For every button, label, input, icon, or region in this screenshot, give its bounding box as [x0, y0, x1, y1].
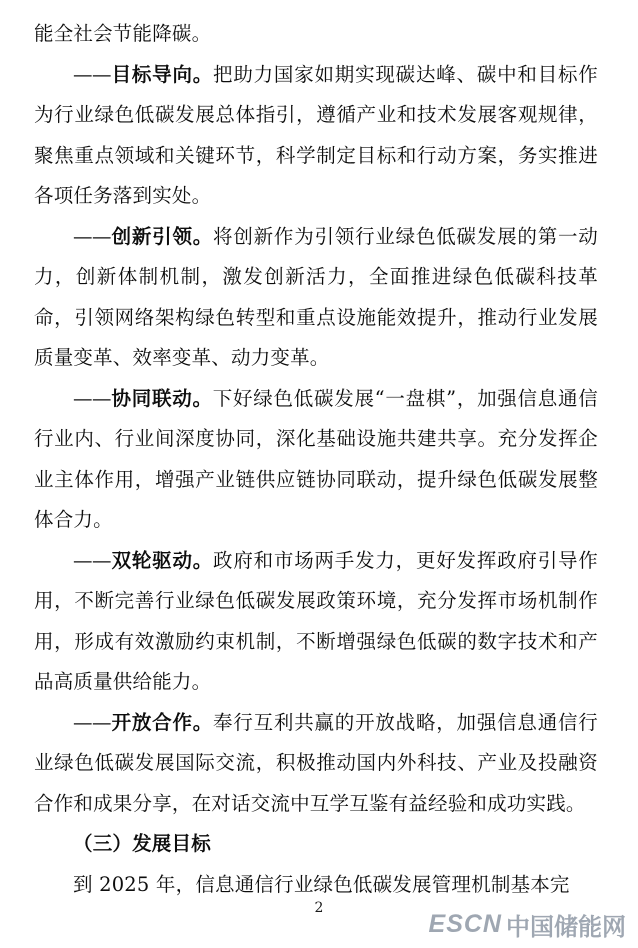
- paragraph-open-cooperation: [34, 703, 598, 825]
- paragraph-text-open-cooperation: 奉行互利共赢的开放战略，加强信息通信行业绿色低碳发展国际交流，积极推动国内外科技、产业及投融资合作和成果分享，在对话交流中互学互鉴有益经验和成功实践。: [34, 710, 598, 815]
- watermark-brand-cn: 中国储能网: [506, 913, 626, 941]
- paragraph-2025-target: 到 2025 年，信息通信行业绿色低碳发展管理机制基本完: [73, 872, 570, 896]
- paragraph-lead-goal-orientation: 目标导向。: [111, 62, 214, 86]
- section-heading-development-goals: （三）发展目标: [73, 832, 211, 855]
- watermark-brand-latin: ESCN: [428, 910, 502, 938]
- paragraph-text-goal-orientation: 把助力国家如期实现碳达峰、碳中和目标作为行业绿色低碳发展总体指引，遵循产业和技术发展客观规律，聚焦重点领域和关键环节，科学制定目标和行动方案，务实推进各项任务落到实处。: [34, 62, 598, 207]
- paragraph-coordinated-action: [34, 379, 598, 541]
- paragraph-dual-drive: [34, 541, 598, 703]
- paragraph-lead-innovation-leading: 创新引领。: [111, 224, 214, 248]
- paragraph-innovation-leading: [34, 217, 598, 379]
- paragraph-dash: ——: [73, 710, 111, 734]
- paragraph-dash: ——: [73, 548, 111, 572]
- paragraph-continued: 能全社会节能降碳。: [34, 22, 212, 45]
- paragraph-text-coordinated-action: 下好绿色低碳发展“一盘棋”，加强信息通信行业内、行业间深度协同，深化基础设施共建共享。充分发挥企业主体作用，增强产业链供应链协同联动，提升绿色低碳发展整体合力。: [34, 386, 598, 531]
- paragraph-dash: ——: [73, 224, 111, 248]
- document-body: [34, 14, 598, 905]
- paragraph-dash: ——: [73, 386, 111, 410]
- paragraph-lead-open-cooperation: 开放合作。: [111, 710, 214, 734]
- watermark: [429, 907, 626, 942]
- paragraph-dash: ——: [73, 62, 111, 86]
- page-number: 2: [314, 900, 324, 916]
- paragraph-lead-dual-drive: 双轮驱动。: [111, 548, 214, 572]
- paragraph-text-dual-drive: 政府和市场两手发力，更好发挥政府引导作用，不断完善行业绿色低碳发展政策环境，充分发挥市场机制作用，形成有效激励约束机制，不断增强绿色低碳的数字技术和产品高质量供给能力。: [34, 548, 598, 693]
- paragraph-lead-coordinated-action: 协同联动。: [111, 386, 213, 410]
- paragraph-goal-orientation: [34, 55, 598, 217]
- paragraph-text-innovation-leading: 将创新作为引领行业绿色低碳发展的第一动力，创新体制机制，激发创新活力，全面推进绿色低碳科技革命，引领网络架构绿色转型和重点设施能效提升，推动行业发展质量变革、效率变革、动力变革。: [34, 224, 598, 369]
